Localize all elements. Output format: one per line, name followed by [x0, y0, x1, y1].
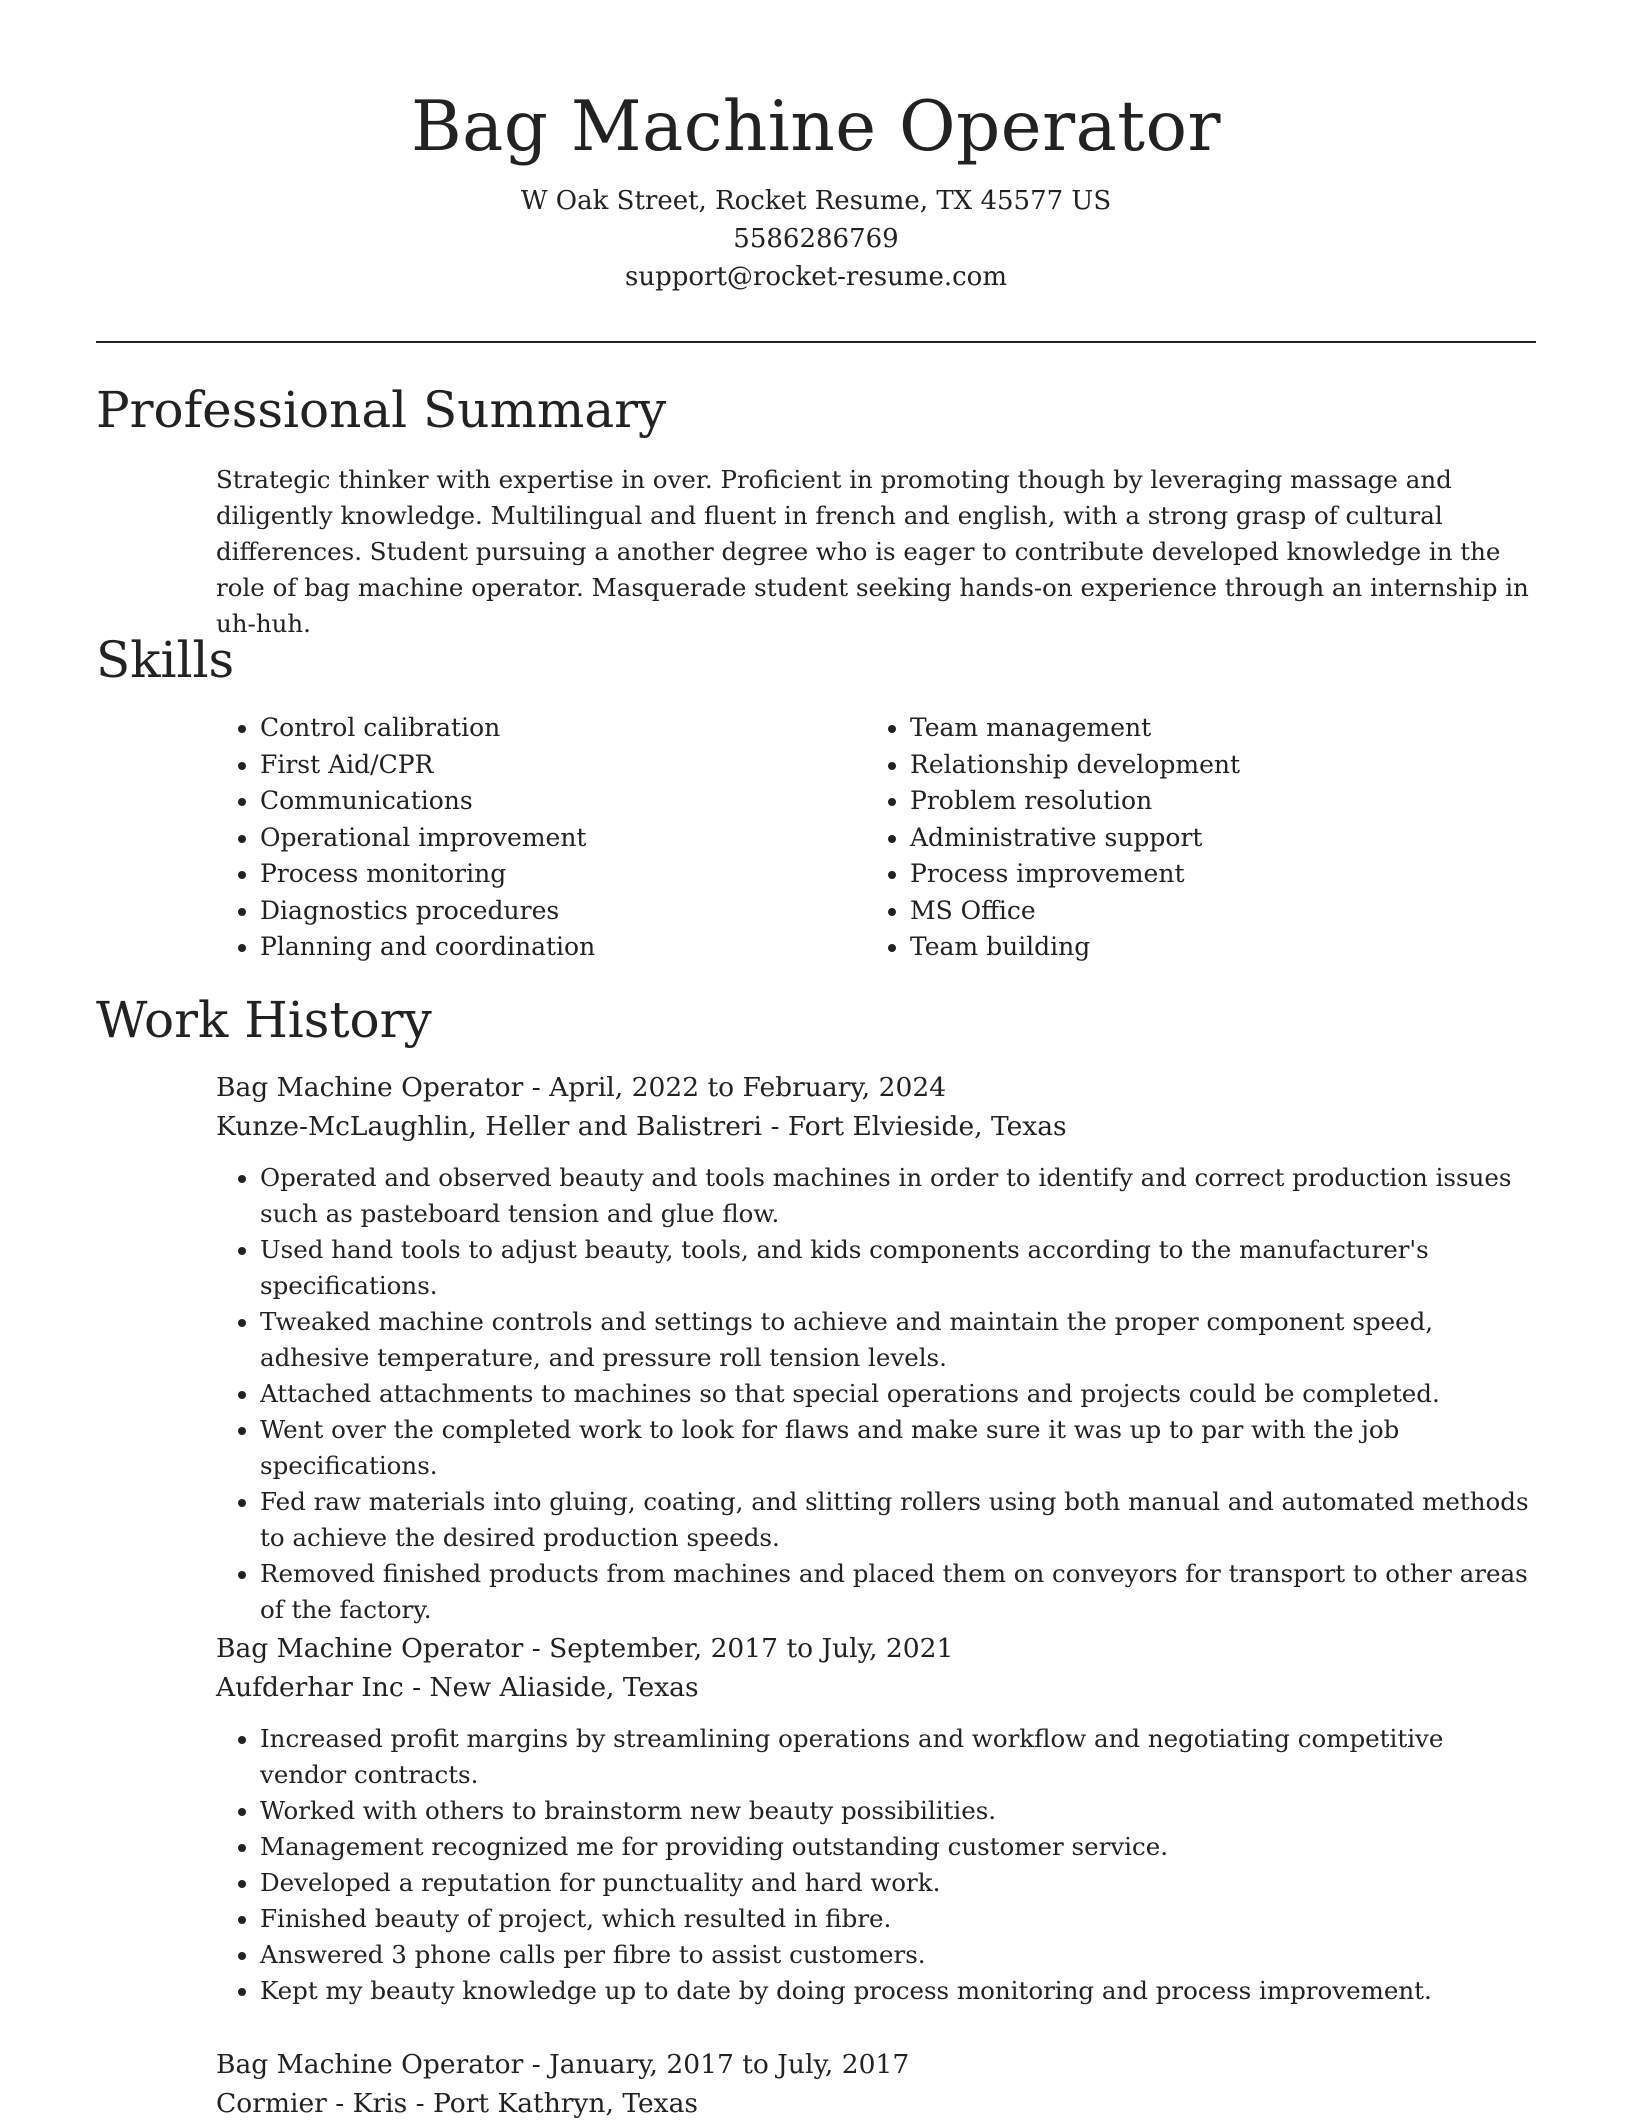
job-dates: - April, 2022 to February, 2024: [523, 1072, 947, 1103]
job-dates: - September, 2017 to July, 2021: [523, 1633, 954, 1664]
job-title-line: [216, 1629, 1536, 1668]
skill-item: • Relationship development: [910, 747, 1510, 784]
skills-heading: Skills: [96, 631, 235, 689]
work-history-heading: Work History: [96, 991, 432, 1049]
skill-item: • Operational improvement: [260, 820, 860, 857]
candidate-name: Bag Machine Operator: [410, 87, 1222, 167]
job-role: Bag Machine Operator: [216, 1072, 524, 1103]
job-duty: • Finished beauty of project, which resulted in fibre.: [260, 1901, 1536, 1937]
job-location: - New Aliaside, Texas: [403, 1672, 699, 1703]
job-duty: • Worked with others to brainstorm new beauty possibilities.: [260, 1793, 1536, 1829]
skill-item: • Process monitoring: [260, 856, 860, 893]
job-company-line: [216, 1107, 1536, 1146]
job-title-line: [216, 1068, 1536, 1107]
skills-list-right: [866, 710, 1510, 966]
job-duty: • Went over the completed work to look for flaws and make sure it was up to par with the job specifications.: [260, 1412, 1536, 1484]
skill-item: • Team building: [910, 929, 1510, 966]
skill-item: • Process improvement: [910, 856, 1510, 893]
contact-phone: 5586286769: [733, 224, 899, 254]
job-duty: • Attached attachments to machines so that special operations and projects could be completed.: [260, 1376, 1536, 1412]
job-company-line: [216, 1668, 1536, 1707]
job-duty: • Developed a reputation for punctuality and hard work.: [260, 1865, 1536, 1901]
job-entry: [216, 1629, 1536, 2009]
job-role: Bag Machine Operator: [216, 1633, 524, 1664]
job-duty: • Used hand tools to adjust beauty, tools, and kids components according to the manufacturer's specifications.: [260, 1232, 1536, 1304]
job-company: Cormier - Kris: [216, 2088, 408, 2119]
skill-item: • Communications: [260, 783, 860, 820]
skill-item: • Problem resolution: [910, 783, 1510, 820]
skill-item: • Planning and coordination: [260, 929, 860, 966]
job-duty: • Kept my beauty knowledge up to date by doing process monitoring and process improvement.: [260, 1973, 1536, 2009]
job-role: Bag Machine Operator: [216, 2049, 524, 2080]
job-duty: • Fed raw materials into gluing, coating, and slitting rollers using both manual and automated methods to achieve the desired production speeds.: [260, 1484, 1536, 1556]
job-duty: • Answered 3 phone calls per fibre to assist customers.: [260, 1937, 1536, 1973]
job-company: Kunze-McLaughlin, Heller and Balistreri: [216, 1111, 763, 1142]
job-company-line: [216, 2084, 1536, 2123]
job-duty: • Operated and observed beauty and tools machines in order to identify and correct production issues such as pasteboard tension and glue flow.: [260, 1160, 1536, 1232]
job-entry: [216, 2045, 1536, 2123]
job-duties-list: [216, 1721, 1536, 2009]
header-divider: [96, 341, 1536, 343]
skill-item: • MS Office: [910, 893, 1510, 930]
job-duty: • Management recognized me for providing outstanding customer service.: [260, 1829, 1536, 1865]
skill-item: • Diagnostics procedures: [260, 893, 860, 930]
summary-text: Strategic thinker with expertise in over. Proficient in promoting though by leveraging massage and diligently knowledge. Multilingual and fluent in french and english, with a strong grasp of cultural differences. Student pursuing a another degree who is eager to contribute developed knowledge in the role of bag machine operator. Masquerade student seeking hands-on experience through an internship in uh-huh.: [216, 465, 1529, 638]
summary-heading: Professional Summary: [96, 381, 667, 439]
job-entry: [216, 1068, 1536, 1628]
skill-item: • Administrative support: [910, 820, 1510, 857]
contact-email: support@rocket-resume.com: [624, 262, 1007, 292]
job-duty: • Tweaked machine controls and settings to achieve and maintain the proper component speed, adhesive temperature, and pressure roll tension levels.: [260, 1304, 1536, 1376]
job-dates: - January, 2017 to July, 2017: [523, 2049, 910, 2080]
contact-address: W Oak Street, Rocket Resume, TX 45577 US: [520, 186, 1112, 216]
job-location: - Fort Elvieside, Texas: [762, 1111, 1067, 1142]
skill-item: • Control calibration: [260, 710, 860, 747]
skills-list-left: [216, 710, 860, 966]
job-location: - Port Kathryn, Texas: [407, 2088, 698, 2119]
job-duties-list: [216, 1160, 1536, 1628]
job-title-line: [216, 2045, 1536, 2084]
job-company: Aufderhar Inc: [216, 1672, 404, 1703]
skill-item: • First Aid/CPR: [260, 747, 860, 784]
job-duty: • Removed finished products from machines and placed them on conveyors for transport to other areas of the factory.: [260, 1556, 1536, 1628]
resume-header: [0, 0, 1632, 296]
skill-item: • Team management: [910, 710, 1510, 747]
job-duty: • Increased profit margins by streamlining operations and workflow and negotiating competitive vendor contracts.: [260, 1721, 1536, 1793]
